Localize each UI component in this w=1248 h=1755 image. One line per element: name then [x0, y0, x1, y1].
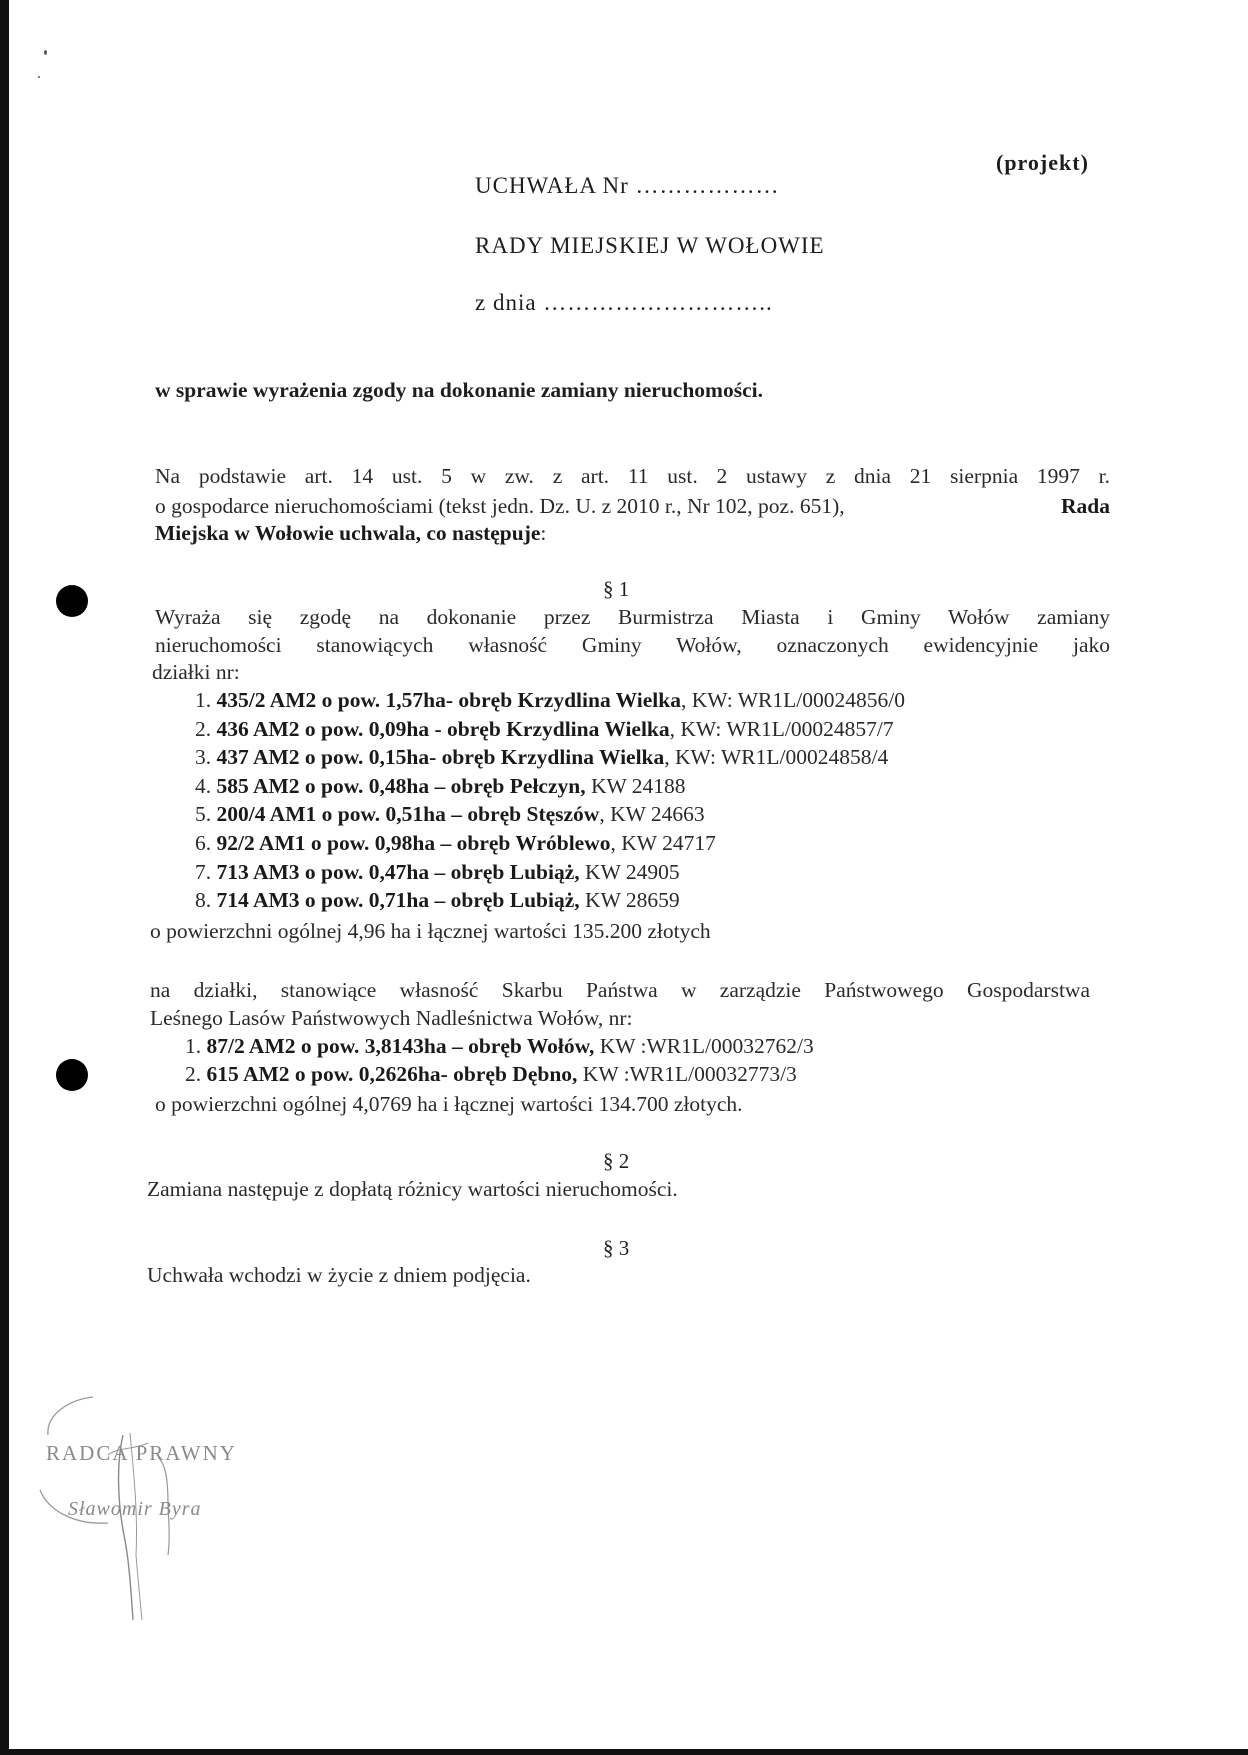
parcel-land-register: KW 28659	[579, 888, 680, 913]
legal-counsel-stamp	[38, 1395, 268, 1625]
date-line: z dnia ………………………..	[475, 290, 773, 315]
preamble-line-2-bold: Rada	[1061, 494, 1110, 518]
section-3-heading: § 3	[603, 1236, 630, 1260]
state-parcel-description: 87/2 AM2 o pow. 3,8143ha – obręb Wołów,	[206, 1034, 595, 1058]
state-parcels-summary: o powierzchni ogólnej 4,0769 ha i łącznej wartości 134.700 złotych.	[155, 1092, 743, 1116]
parcel-row	[195, 717, 894, 742]
preamble-line-3	[155, 521, 546, 546]
section-2-text: Zamiana następuje z dopłatą różnicy wartości nieruchomości.	[147, 1177, 678, 1201]
scan-speck	[44, 50, 47, 55]
parcel-description: 435/2 AM2 o pow. 1,57ha- obręb Krzydlina Wielka	[216, 688, 681, 712]
parcel-number: 6.	[195, 831, 212, 855]
preamble-line-3-colon: :	[540, 521, 547, 545]
state-parcel-number: 2.	[185, 1062, 202, 1086]
parcel-row	[195, 774, 686, 799]
parcel-description: 585 AM2 o pow. 0,48ha – obręb Pełczyn,	[216, 773, 586, 798]
parcel-row	[195, 745, 888, 770]
parcel-land-register: KW 24905	[579, 859, 680, 884]
scan-speck	[38, 76, 40, 78]
section-2-heading: § 2	[603, 1149, 630, 1173]
state-parcel-row	[185, 1062, 797, 1087]
parcel-land-register: , KW 24717	[610, 831, 716, 855]
parcel-row	[195, 860, 680, 885]
preamble-line-2-text: o gospodarce nieruchomościami (tekst jedn. Dz. U. z 2010 r., Nr 102, poz. 651),	[155, 494, 845, 518]
parcel-land-register: KW 24188	[585, 773, 686, 798]
parcel-number: 1.	[195, 688, 212, 712]
parcel-description: 92/2 AM1 o pow. 0,98ha – obręb Wróblewo	[216, 831, 611, 855]
parcel-description: 436 AM2 o pow. 0,09ha - obręb Krzydlina Wielka	[216, 716, 670, 741]
section-1-intro-3: działki nr:	[152, 660, 240, 684]
parcel-number: 5.	[195, 802, 212, 827]
section-3-text: Uchwała wchodzi w życie z dniem podjęcia.	[147, 1263, 531, 1287]
state-parcel-row	[185, 1034, 814, 1059]
section-1-intro-2: nieruchomości stanowiących własność Gminy Wołów, oznaczonych ewidencyjnie jako	[155, 633, 1110, 657]
stamp-name: Sławomir Byra	[68, 1498, 202, 1520]
parcel-row	[195, 888, 680, 913]
parcel-number: 2.	[195, 716, 212, 741]
parcel-land-register: , KW: WR1L/00024856/0	[681, 688, 905, 712]
punch-hole-top	[56, 585, 88, 617]
parcel-row	[195, 688, 905, 713]
state-parcel-number: 1.	[185, 1034, 202, 1058]
parcel-row	[195, 831, 716, 856]
parcel-number: 7.	[195, 859, 212, 884]
parcels-summary: o powierzchni ogólnej 4,96 ha i łącznej wartości 135.200 złotych	[150, 919, 711, 943]
resolution-subject: w sprawie wyrażenia zgody na dokonanie zamiany nieruchomości.	[155, 378, 763, 402]
parcel-number: 3.	[195, 745, 212, 770]
resolution-number-line: UCHWAŁA Nr ………………	[475, 173, 780, 198]
state-parcel-land-register: KW :WR1L/00032762/3	[594, 1034, 814, 1058]
preamble-line-1: Na podstawie art. 14 ust. 5 w zw. z art. 11 ust. 2 ustawy z dnia 21 sierpnia 1997 r.	[155, 464, 1110, 488]
section-1-heading: § 1	[603, 577, 630, 601]
parcel-description: 714 AM3 o pow. 0,71ha – obręb Lubiąż,	[216, 888, 580, 913]
council-name: RADY MIEJSKIEJ W WOŁOWIE	[475, 233, 825, 258]
parcel-description: 437 AM2 o pow. 0,15ha- obręb Krzydlina Wielka	[216, 745, 665, 770]
parcel-land-register: , KW: WR1L/00024858/4	[664, 745, 889, 770]
state-parcels-intro-2: Leśnego Lasów Państwowych Nadleśnictwa Wołów, nr:	[150, 1006, 633, 1030]
stamp-title: RADCA PRAWNY	[46, 1441, 237, 1465]
parcel-number: 4.	[195, 773, 212, 798]
preamble-line-3-bold: Miejska w Wołowie uchwala, co następuje	[155, 521, 541, 545]
state-parcel-land-register: KW :WR1L/00032773/3	[577, 1062, 797, 1086]
parcel-row	[195, 802, 705, 827]
state-parcel-description: 615 AM2 o pow. 0,2626ha- obręb Dębno,	[206, 1062, 578, 1086]
draft-mark: (projekt)	[996, 150, 1089, 175]
parcel-land-register: , KW 24663	[599, 802, 705, 827]
parcel-description: 713 AM3 o pow. 0,47ha – obręb Lubiąż,	[216, 859, 580, 884]
parcel-number: 8.	[195, 888, 212, 913]
section-1-intro-1: Wyraża się zgodę na dokonanie przez Burmistrza Miasta i Gminy Wołów zamiany	[155, 605, 1110, 629]
scan-edge-bottom	[0, 1749, 1248, 1755]
punch-hole-bottom	[56, 1059, 88, 1091]
scan-edge-left	[0, 0, 9, 1755]
parcel-land-register: , KW: WR1L/00024857/7	[669, 716, 894, 741]
state-parcels-intro-1: na działki, stanowiące własność Skarbu Państwa w zarządzie Państwowego Gospodarstwa	[150, 978, 1090, 1002]
parcel-description: 200/4 AM1 o pow. 0,51ha – obręb Stęszów	[216, 802, 600, 827]
preamble-line-2	[155, 494, 1110, 519]
